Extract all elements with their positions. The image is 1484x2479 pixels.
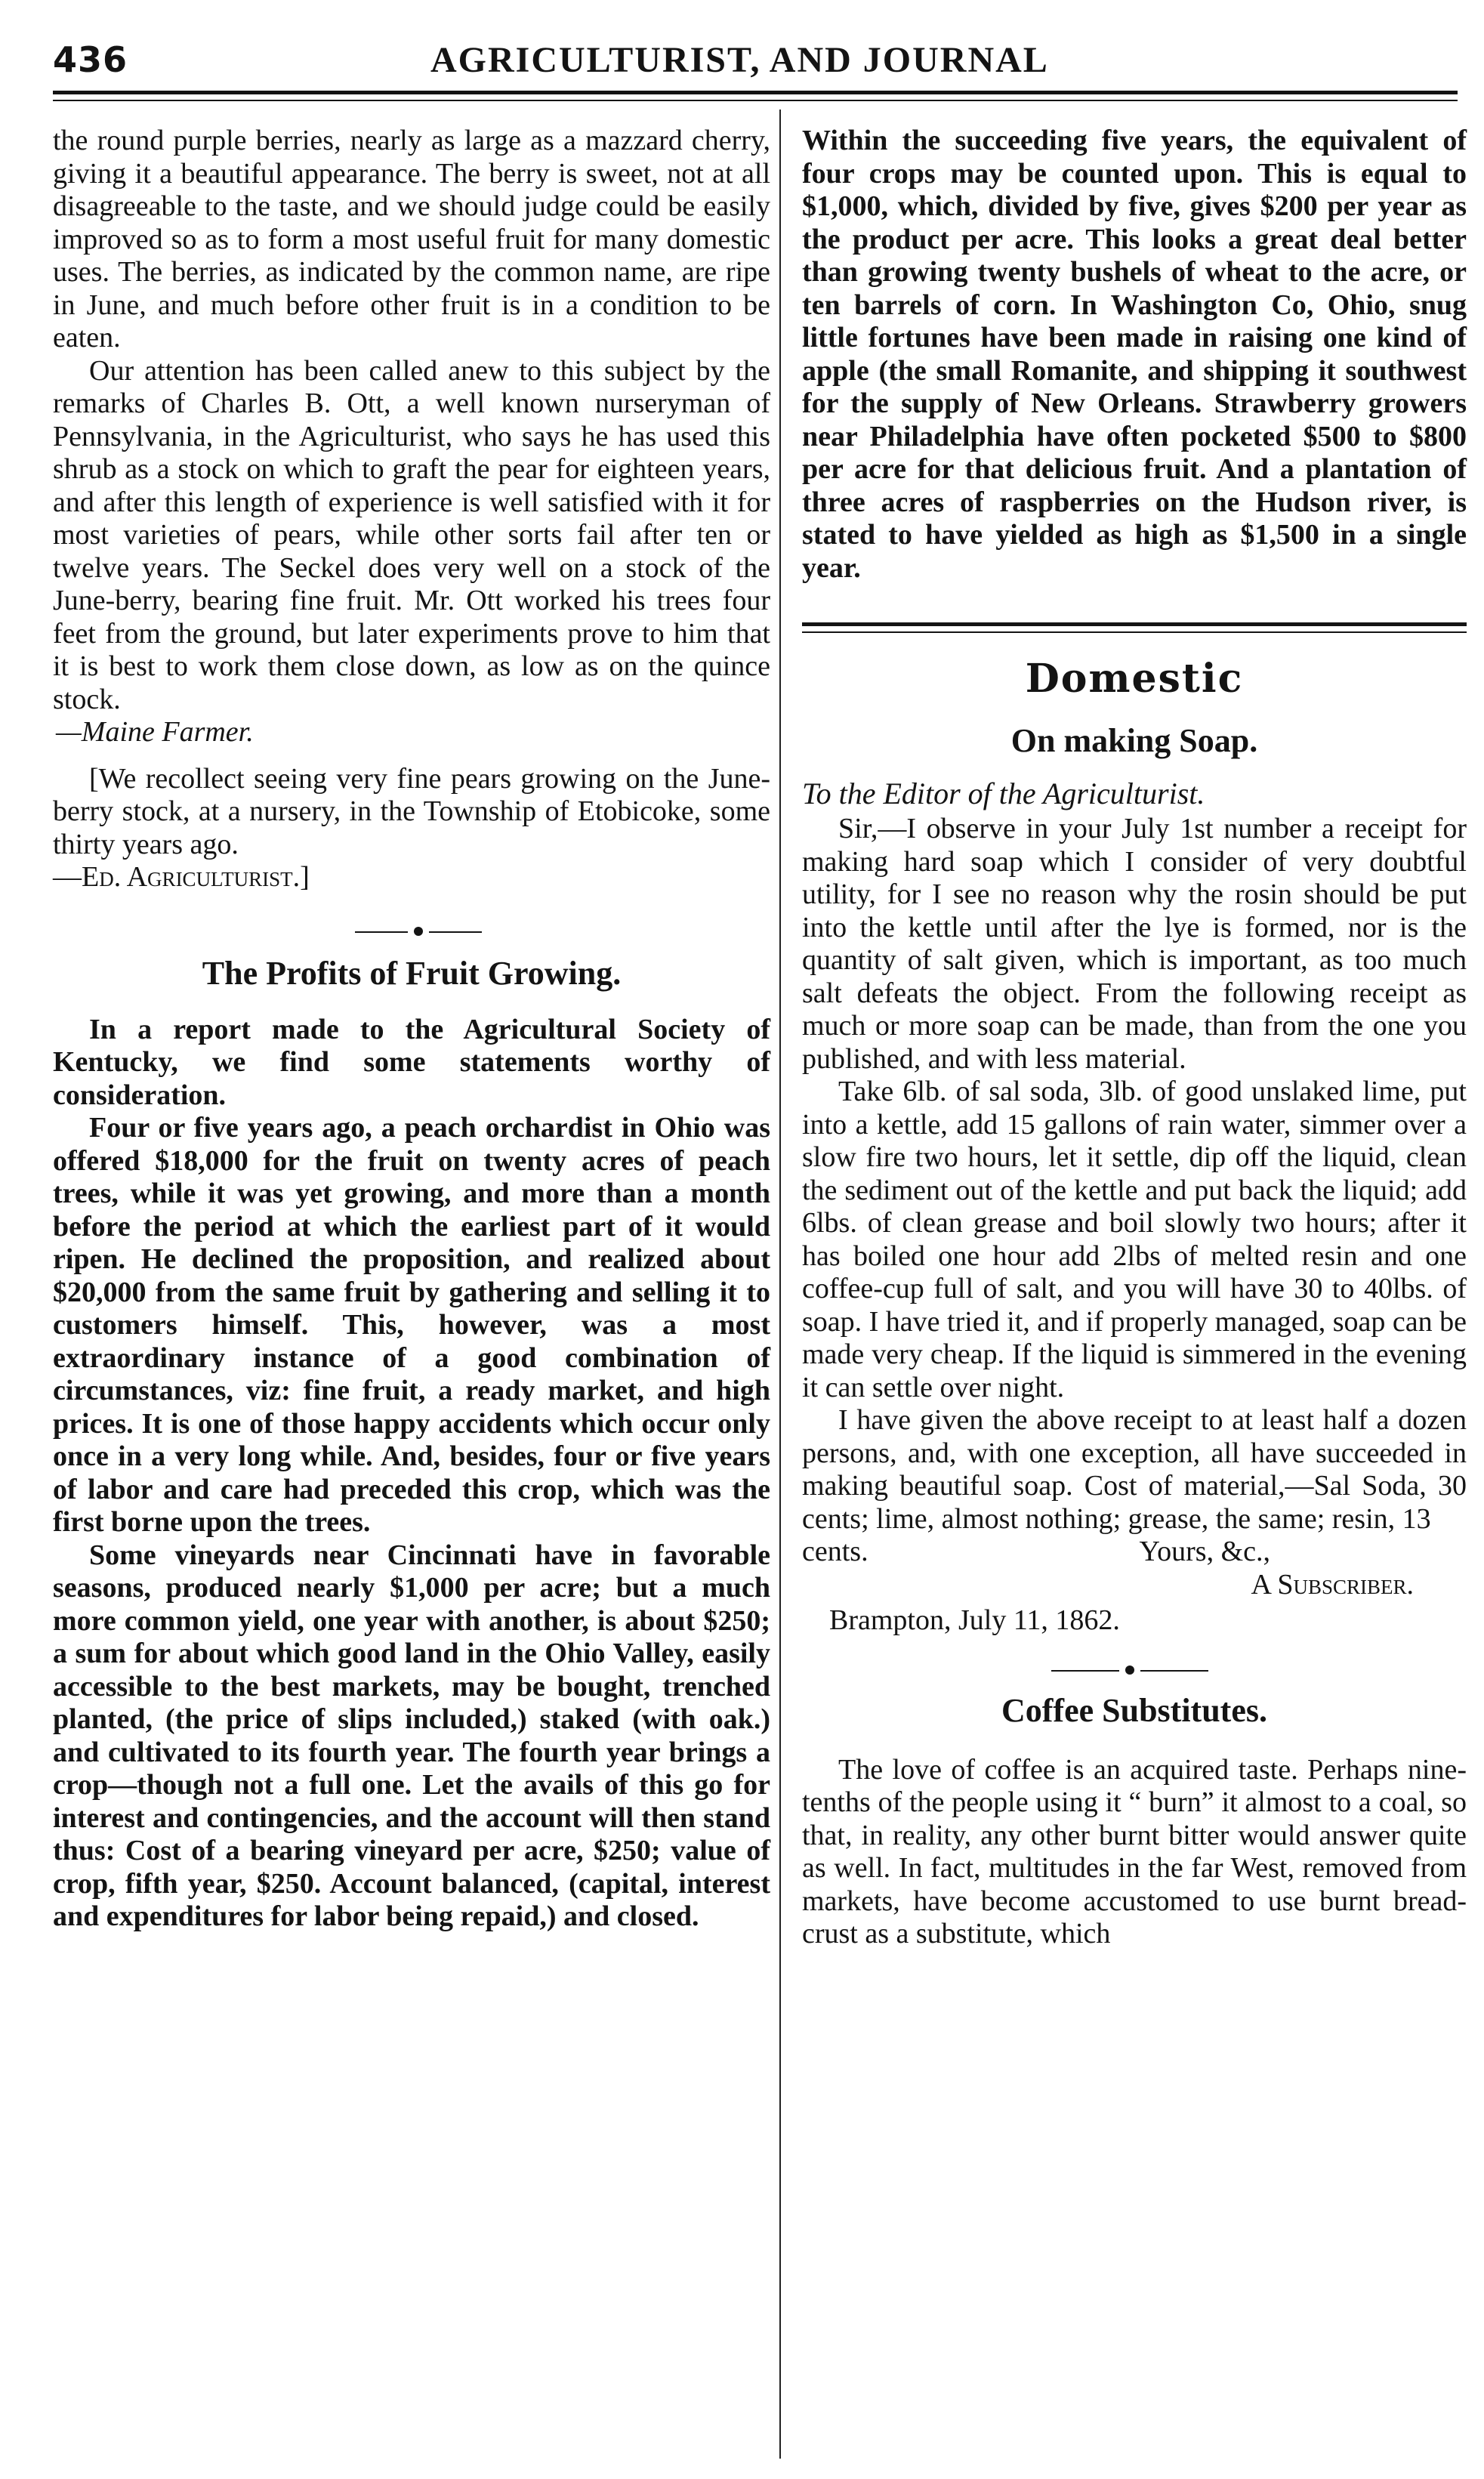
section-title: Domestic [1025,656,1244,702]
coffee-article-title: Coffee Substitutes. [1001,1691,1267,1729]
editor-note-signature: —Ed. Agriculturist.] [53,861,310,893]
fruit-continuation: Within the succeeding five years, the equivalent of four crops may be counted upon. This is equal to $1,000, which, divided by five, gives $200 per year as the product per acre. This looks a great deal better than growing twenty bushels of wheat to the acre, or ten barrels of corn. In Washington Co, Ohio, snug little fortunes have been made in raising one kind of apple (the small Romanite, and shipping it southwest for the supply of New Orleans. Strawberry growers near Philadelphia have often pocketed $500 to $800 per acre for that delicious fruit. And a plantation of three acres of raspberries on the Hudson river, is stated to have yielded as high as $1,500 in a single year. [802,125,1467,584]
soap-signature: A Subscriber. [1251,1568,1414,1601]
fruit-article-title: The Profits of Fruit Growing. [202,954,622,992]
editor-note: [We recollect seeing very fine pears growing on the June-berry stock, at a nursery, in the Township of Etobicoke, some thirty years ago. [53,762,770,860]
separator-ornament [53,917,770,947]
soap-paragraph: Sir,—I observe in your July 1st number a receipt for making hard soap which I consider of very doubtful utility, for I see no reason why the rosin should be put into the kettle until after the lye is formed, nor is the quantity of salt given, which is important, as too much salt defeats the object. From the following receipt as much or more soap can be made, than from the one you published, and with less material. [802,813,1467,1075]
section-rule [802,615,1467,645]
juneberry-paragraph: Our attention has been called anew to this subject by the remarks of Charles B. Ott, a well known nurseryman of Pennsylvania, in the Agriculturist, who says he has used this shrub as a stock on which to graft the pear for eighteen years, and after this length of experience is well satisfied with it for most varieties of pears, while other sorts fail after ten or twelve years. The Seckel does very well on a stock of the June-berry, bearing fine fruit. Mr. Ott worked his trees four feet from the ground, but later experiments prove to him that it is best to work them close down, as low as on the quince stock. [53,354,770,715]
soap-closing-line [802,1536,1467,1569]
header-rule [53,91,1458,94]
juneberry-attribution: —Maine Farmer. [56,716,254,748]
soap-closing-yours: Yours, &c., [1139,1536,1270,1567]
page-header [0,0,1484,113]
fruit-paragraph: Some vineyards near Cincinnati have in favorable seasons, produced nearly $1,000 per acre; but a much more common yield, one year with another, is about $250; a sum for about which good land in the Ohio Valley, easily accessible to the best markets, may be bought, trenched planted, (the price of slips included,) staked (with oak.) and cultivated to its fourth year. The fourth year brings a crop—though not a full one. Let the avails of this go for interest and contingencies, and the account will then stand thus: Cost of a bearing vineyard per acre, $250; value of crop, fifth year, $250. Account balanced, (capital, interest and expenditures for labor being repaid,) and closed. [53,1539,770,1932]
page-number: 436 [53,39,128,80]
soap-closing-cents: cents. [802,1536,868,1567]
separator-ornament [802,1656,1467,1686]
running-title: AGRICULTURIST, AND JOURNAL [430,40,1049,80]
soap-addressee: To the Editor of the Agriculturist. [802,776,1205,810]
soap-paragraph: Take 6lb. of sal soda, 3lb. of good unslaked lime, put into a kettle, add 15 gallons of rain water, simmer over a slow fire two hours, let it settle, dip off the liquid, clean the sediment out of the kettle and put back the liquid; add 6lbs. of clean grease and boil slowly two hours; after it has boiled one hour add 2lbs of melted resin and one coffee-cup full of salt, and you will have 30 to 40lbs. of soap. I have tried it, and if properly managed, soap can be made very cheap. If the liquid is simmered in the evening it can settle over night. [802,1076,1467,1403]
soap-paragraph: I have given the above receipt to at least half a dozen persons, and, with one exception, all have succeeded in making beautiful soap. Cost of material,—Sal Soda, 30 cents; lime, almost nothing; grease, the same; resin, 13 [802,1404,1467,1535]
soap-dateline: Brampton, July 11, 1862. [829,1604,1120,1636]
fruit-paragraph: Four or five years ago, a peach orchardist in Ohio was offered $18,000 for the fruit on twenty acres of peach trees, while it was yet growing, and more than a month before the period at which the earliest part of it would ripen. He declined the proposition, and realized about $20,000 from the same fruit by gathering and selling it to customers himself. This, however, was a most extraordinary instance of a good combination of circumstances, viz: fine fruit, a ready market, and high prices. It is one of those happy accidents which occur only once in a very long while. And, besides, four or five years of labor and care had preceded this crop, which was the first borne upon the trees. [53,1112,770,1538]
juneberry-paragraph: the round purple berries, nearly as large as a mazzard cherry, giving it a beautiful appearance. The berry is sweet, not at all disagreeable to the taste, and we should judge could be easily improved so as to form a most useful fruit for many domestic uses. The berries, as indicated by the common name, are ripe in June, and much before other fruit is in a condition to be eaten. [53,125,770,353]
column-divider [779,110,781,2459]
fruit-paragraph: In a report made to the Agricultural Society of Kentucky, we find some statements worthy of consideration. [53,1013,770,1111]
right-column [802,125,1467,1951]
left-column [53,125,770,1934]
soap-article-title: On making Soap. [1010,722,1258,759]
header-rule-thin [53,100,1458,101]
coffee-paragraph: The love of coffee is an acquired taste. Perhaps nine-tenths of the people using it “ burn” it almost to a coal, so that, in reality, any other burnt bitter would answer quite as well. In fact, multitudes in the far West, removed from markets, have become accustomed to use burnt bread-crust as a substitute, which [802,1753,1467,1950]
